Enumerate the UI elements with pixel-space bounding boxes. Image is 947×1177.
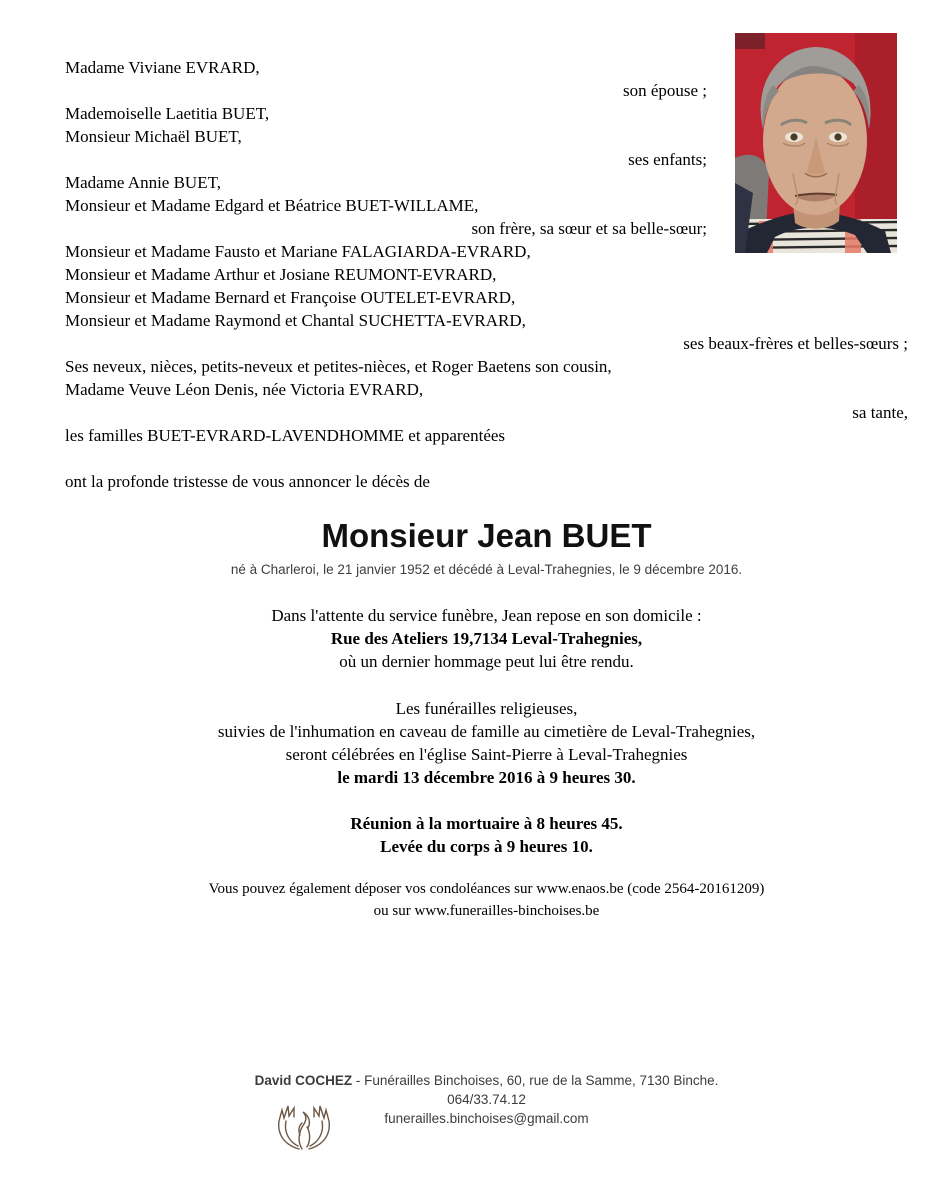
relation-label: son frère, sa sœur et sa belle-sœur;	[471, 219, 707, 238]
announcement-body	[65, 56, 908, 922]
funeral-date: le mardi 13 décembre 2016 à 9 heures 30.	[337, 768, 636, 787]
repose-line: Dans l'attente du service funèbre, Jean repose en son domicile :	[271, 606, 702, 625]
deceased-name-title: Monsieur Jean BUET	[321, 517, 652, 554]
family-line: Madame Annie BUET,	[65, 173, 221, 192]
relation-label: ses enfants;	[628, 150, 707, 169]
family-line: Mademoiselle Laetitia BUET,	[65, 104, 270, 123]
condolences-section	[65, 878, 908, 922]
footer-phone: 064/33.74.12	[447, 1092, 526, 1107]
repose-section	[65, 604, 908, 673]
family-line: Monsieur et Madame Arthur et Josiane REUMONT-EVRARD,	[65, 265, 497, 284]
repose-address: Rue des Ateliers 19,7134 Leval-Trahegnies,	[330, 629, 643, 648]
funeral-section	[65, 697, 908, 789]
director-name: David COCHEZ	[254, 1073, 353, 1088]
family-line: les familles BUET-EVRARD-LAVENDHOMME et apparentées	[65, 426, 506, 445]
announcement-sentence: ont la profonde tristesse de vous annoncer le décès de	[65, 472, 430, 491]
family-line: Monsieur et Madame Raymond et Chantal SUCHETTA-EVRARD,	[65, 311, 526, 330]
family-line: Madame Viviane EVRARD,	[65, 58, 260, 77]
relation-label: son épouse ;	[622, 81, 707, 100]
relation-label: sa tante,	[852, 403, 908, 422]
schedule-line: Levée du corps à 9 heures 10.	[380, 837, 593, 856]
family-line: Monsieur Michaël BUET,	[65, 127, 242, 146]
schedule-line: Réunion à la mortuaire à 8 heures 45.	[350, 814, 623, 833]
relation-label: ses beaux-frères et belles-sœurs ;	[683, 334, 908, 353]
family-line: Monsieur et Madame Fausto et Mariane FALAGIARDA-EVRARD,	[65, 242, 531, 261]
family-line: Ses neveux, nièces, petits-neveux et petites-nièces, et Roger Baetens son cousin,	[65, 357, 612, 376]
funeral-home-footer	[65, 1071, 908, 1128]
deceased-life-dates: né à Charleroi, le 21 janvier 1952 et décédé à Leval-Trahegnies, le 9 décembre 2016.	[230, 562, 743, 577]
repose-line: où un dernier hommage peut lui être rendu.	[339, 652, 634, 671]
footer-email: funerailles.binchoises@gmail.com	[384, 1111, 589, 1126]
footer-director-line	[65, 1071, 908, 1090]
funeral-line: Les funérailles religieuses,	[395, 699, 578, 718]
schedule-section	[65, 812, 908, 858]
funeral-line: suivies de l'inhumation en caveau de famille au cimetière de Leval-Trahegnies,	[217, 722, 756, 741]
family-line: Monsieur et Madame Bernard et Françoise OUTELET-EVRARD,	[65, 288, 516, 307]
condolences-line: ou sur www.funerailles-binchoises.be	[373, 903, 600, 919]
family-line: Madame Veuve Léon Denis, née Victoria EVRARD,	[65, 380, 424, 399]
condolences-line: Vous pouvez également déposer vos condoléances sur www.enaos.be (code 2564-20161209)	[208, 881, 765, 897]
family-line: Monsieur et Madame Edgard et Béatrice BUET-WILLAME,	[65, 196, 479, 215]
footer-address: - Funérailles Binchoises, 60, rue de la Samme, 7130 Binche.	[352, 1073, 719, 1088]
funeral-line: seront célébrées en l'église Saint-Pierre à Leval-Trahegnies	[285, 745, 688, 764]
